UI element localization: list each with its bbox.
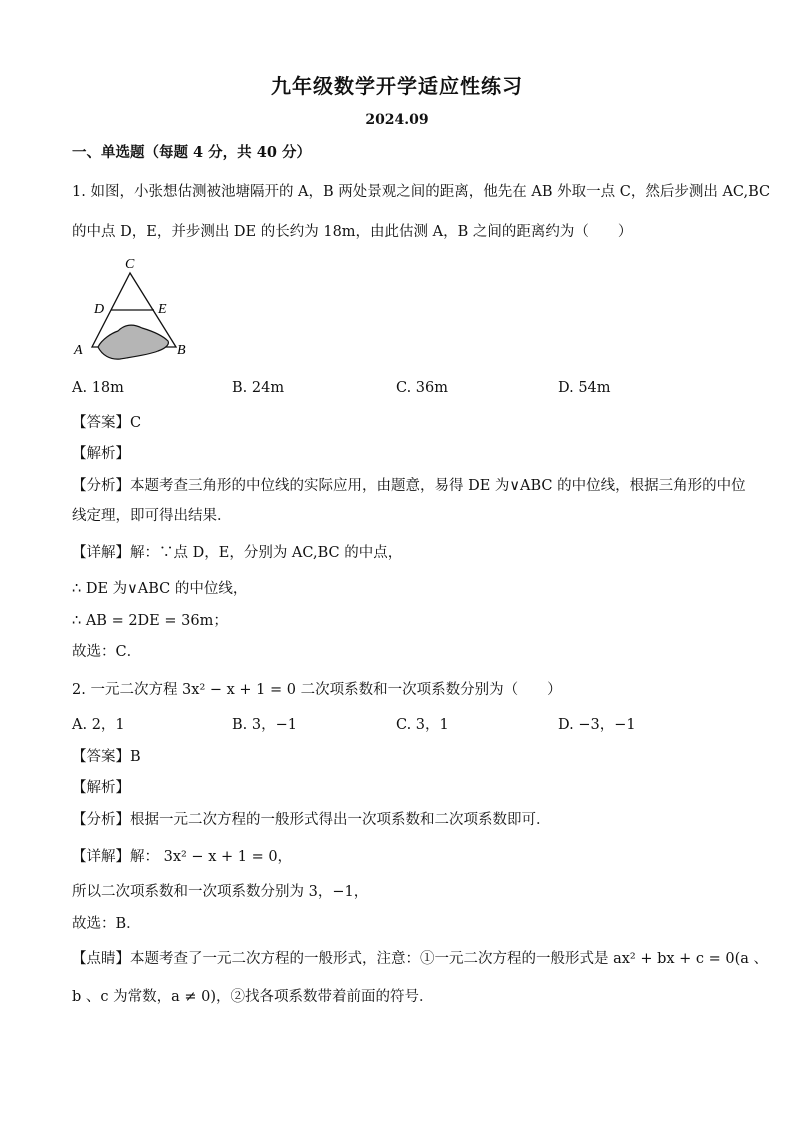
q2-choose: 故选：B． (72, 916, 141, 932)
label-c: C (125, 257, 135, 272)
q1-detail-line2: ∴ DE 为∨ABC 的中位线， (72, 581, 248, 597)
q1-choose: 故选：C． (72, 644, 142, 660)
q2-option-a: A. 2，1 (72, 717, 125, 733)
q2-comment-line1: 【点睛】本题考查了一元二次方程的一般形式，注意：①一元二次方程的一般形式是 ax² + bx + c = 0(a 、 (72, 951, 769, 967)
q1-triangle-figure (72, 255, 202, 369)
q2-detail-line1: 【详解】解： 3x² − x + 1 = 0， (72, 849, 293, 865)
q2-option-b: B. 3，−1 (232, 717, 297, 733)
triangle-pond-diagram (72, 255, 202, 365)
q2-answer: 【答案】B (72, 749, 141, 765)
q1-detail-line1: 【详解】解：∵点 D，E，分别为 AC,BC 的中点， (72, 545, 403, 561)
label-e: E (158, 302, 167, 317)
exam-date: 2024.09 (365, 112, 429, 128)
q1-analysis-head: 【解析】 (72, 446, 130, 462)
label-d: D (94, 302, 105, 317)
q2-detail-line2: 所以二次项系数和一次项系数分别为 3，−1， (72, 884, 369, 900)
q1-answer: 【答案】C (72, 415, 142, 431)
label-b: B (177, 343, 186, 358)
pond-shape (98, 325, 168, 359)
label-a: A (74, 343, 83, 358)
q2-option-c: C. 3，1 (396, 717, 449, 733)
section-heading: 一、单选题（每题 4 分，共 40 分） (72, 144, 311, 161)
q1-analysis-line2: 线定理，即可得出结果． (72, 508, 232, 524)
q2-stem: 2. 一元二次方程 3x² − x + 1 = 0 二次项系数和一次项系数分别为（ ） (72, 682, 562, 698)
q1-option-c: C. 36m (396, 380, 448, 396)
q1-stem-line1: 1. 如图，小张想估测被池塘隔开的 A，B 两处景观之间的距离，他先在 AB 外取一点 C，然后步测出 AC,BC (72, 184, 771, 200)
q2-comment-line2: b 、c 为常数，a ≠ 0)，②找各项系数带着前面的符号． (72, 989, 434, 1005)
q1-option-d: D. 54m (558, 380, 611, 396)
q2-analysis-line1: 【分析】根据一元二次方程的一般形式得出一次项系数和二次项系数即可． (72, 812, 551, 828)
q2-option-d: D. −3，−1 (558, 717, 636, 733)
q2-analysis-head: 【解析】 (72, 780, 130, 796)
q1-stem-line2: 的中点 D，E，并步测出 DE 的长约为 18m，由此估测 A，B 之间的距离约为（ ） (72, 224, 633, 240)
page-title: 九年级数学开学适应性练习 (271, 74, 523, 98)
q1-detail-line3: ∴ AB = 2DE = 36m； (72, 613, 228, 629)
q1-analysis-line1: 【分析】本题考查三角形的中位线的实际应用，由题意，易得 DE 为∨ABC 的中位线，根据三角形的中位 (72, 478, 746, 494)
q1-option-a: A. 18m (72, 380, 124, 396)
q1-option-b: B. 24m (232, 380, 285, 396)
